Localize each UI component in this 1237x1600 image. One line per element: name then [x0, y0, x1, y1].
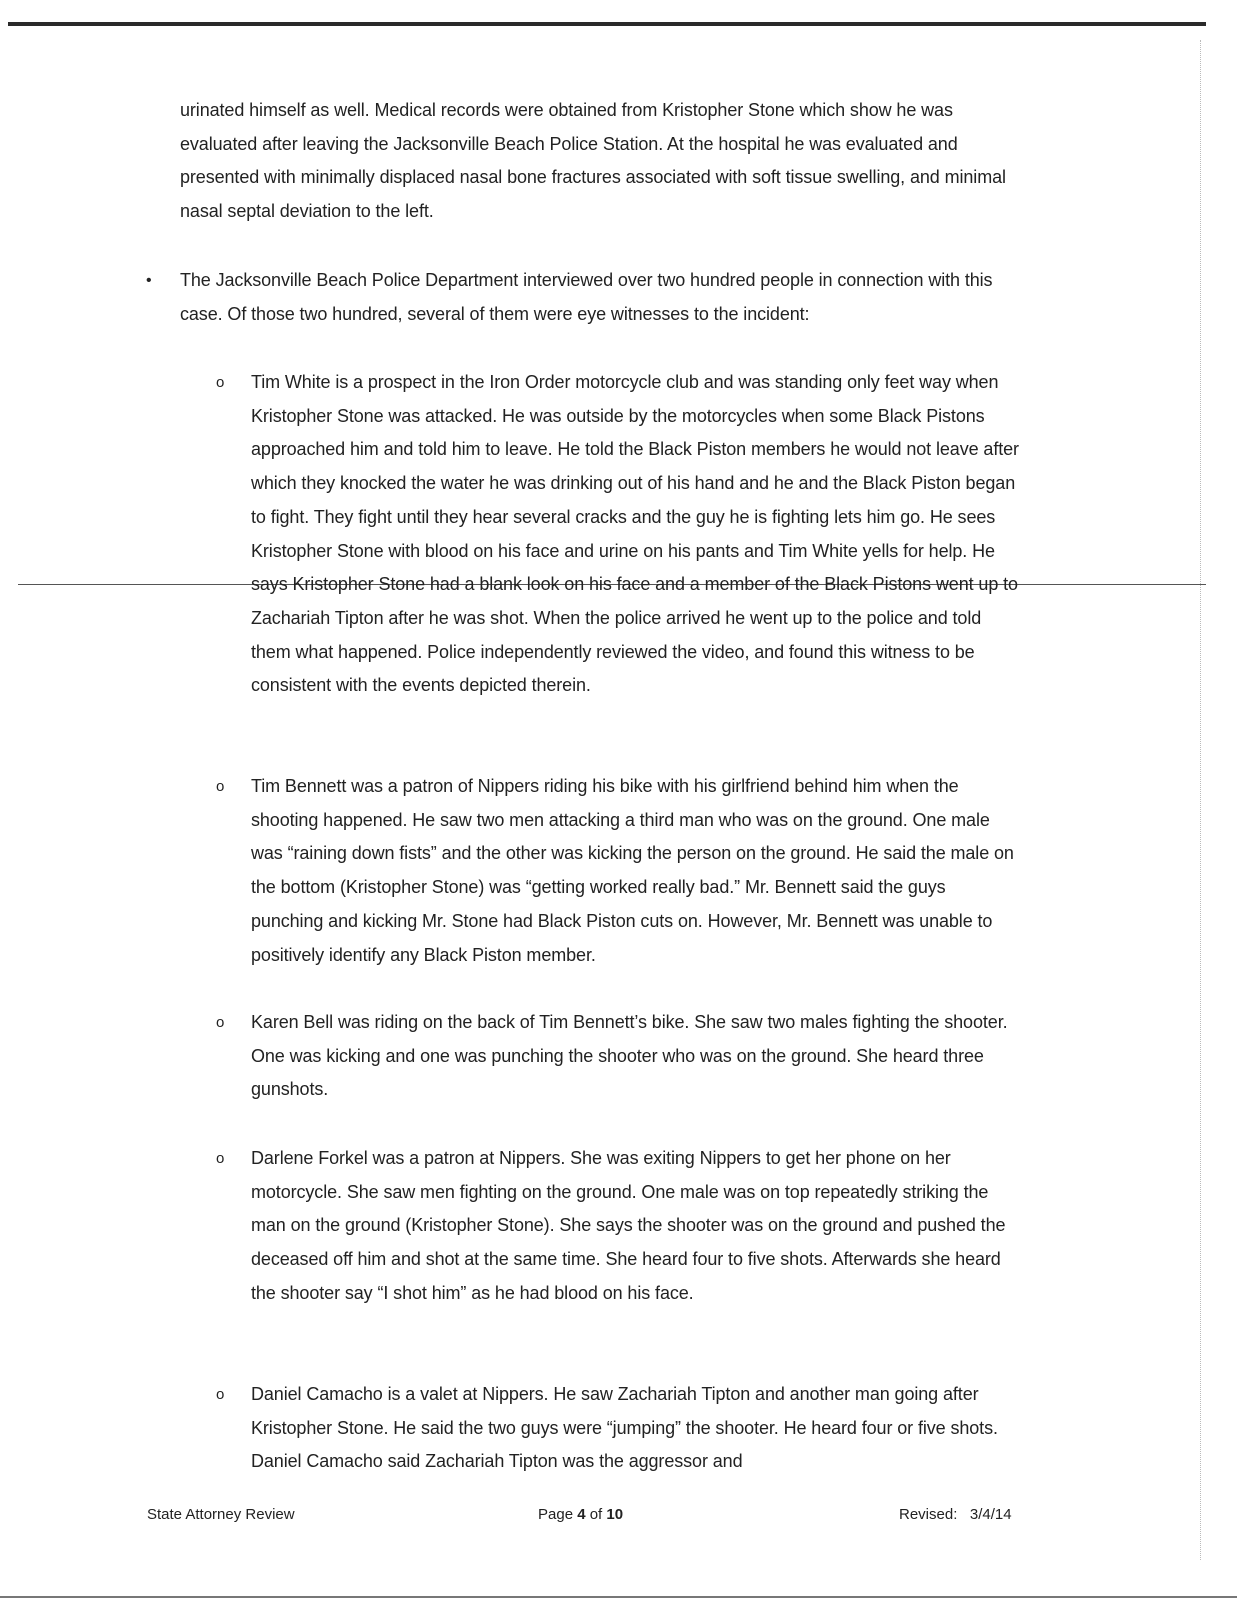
witness-karen-bell: Karen Bell was riding on the back of Tim Bennett’s bike. She saw two males fighting the shooter. One was kicking and one was punching the shooter who was on the ground. She heard three gunshots.: [251, 1012, 1008, 1100]
sub-bullet-marker: o: [216, 1014, 225, 1031]
top-rule: [8, 22, 1206, 26]
witness-tim-bennett: Tim Bennett was a patron of Nippers riding his bike with his girlfriend behind him when the shooting happened. He saw two men attacking a third man who was on the ground. One male was “raining down fists” and the other was kicking the person on the ground. He said the male on the bottom (Kristopher Stone) was “getting worked really bad.” Mr. Bennett said the guys punching and kicking Mr. Stone had Black Piston cuts on. However, Mr. Bennett was unable to positively identify any Black Piston member.: [251, 776, 1014, 965]
scan-edge-marks: [1200, 40, 1201, 1560]
sub-bullet-marker: o: [216, 1150, 225, 1167]
paragraph-interviews: The Jacksonville Beach Police Department interviewed over two hundred people in connection with this case. Of those two hundred, several of them were eye witnesses to the incident:: [180, 270, 993, 324]
sub-bullet-marker: o: [216, 778, 225, 795]
footer-page-number: [538, 1505, 623, 1525]
page-of: of: [585, 1506, 607, 1523]
footer-left: State Attorney Review: [147, 1506, 295, 1523]
page-current: 4: [577, 1506, 586, 1523]
witness-tim-white: Tim White is a prospect in the Iron Order motorcycle club and was standing only feet way when Kristopher Stone was attacked. He was outside by the motorcycles when some Black Pistons approached him and told him to leave. He told the Black Piston members he would not leave after which they knocked the water he was drinking out of his hand and he and the Black Piston began to fight. They fight until they hear several cracks and the guy he is fighting lets him go. He sees Kristopher Stone with blood on his face and urine on his pants and Tim White yells for help. He says Kristopher Stone had a blank look on his face and a member of the Black Pistons went up to Zachariah Tipton after he was shot. When the police arrived he went up to the police and told them what happened. Police independently reviewed the video, and found this witness to be consistent with the events depicted therein.: [251, 372, 1019, 696]
footer-revised: [899, 1505, 1012, 1525]
page-prefix: Page: [538, 1506, 578, 1523]
witness-darlene-forkel: Darlene Forkel was a patron at Nippers. She was exiting Nippers to get her phone on her motorcycle. She saw men fighting on the ground. One male was on top repeatedly striking the man on the ground (Kristopher Stone). She says the shooter was on the ground and pushed the deceased off him and shot at the same time. She heard four to five shots. Afterwards she heard the shooter say “I shot him” as he had blood on his face.: [251, 1148, 1006, 1303]
witness-daniel-camacho: Daniel Camacho is a valet at Nippers. He saw Zachariah Tipton and another man going after Kristopher Stone. He said the two guys were “jumping” the shooter. He heard four or five shots. Daniel Camacho said Zachariah Tipton was the aggressor and: [251, 1384, 998, 1472]
sub-bullet-marker: o: [216, 1386, 225, 1403]
bottom-rule: [0, 1596, 1237, 1598]
paragraph-medical-records: urinated himself as well. Medical records were obtained from Kristopher Stone which show he was evaluated after leaving the Jacksonville Beach Police Station. At the hospital he was evaluated and presented with minimally displaced nasal bone fractures associated with soft tissue swelling, and minimal nasal septal deviation to the left.: [180, 100, 1006, 222]
page-total: 10: [606, 1506, 624, 1523]
revised-date: 3/4/14: [969, 1506, 1012, 1523]
revised-label: Revised:: [899, 1506, 958, 1523]
bullet-marker: •: [146, 272, 152, 289]
sub-bullet-marker: o: [216, 374, 225, 391]
